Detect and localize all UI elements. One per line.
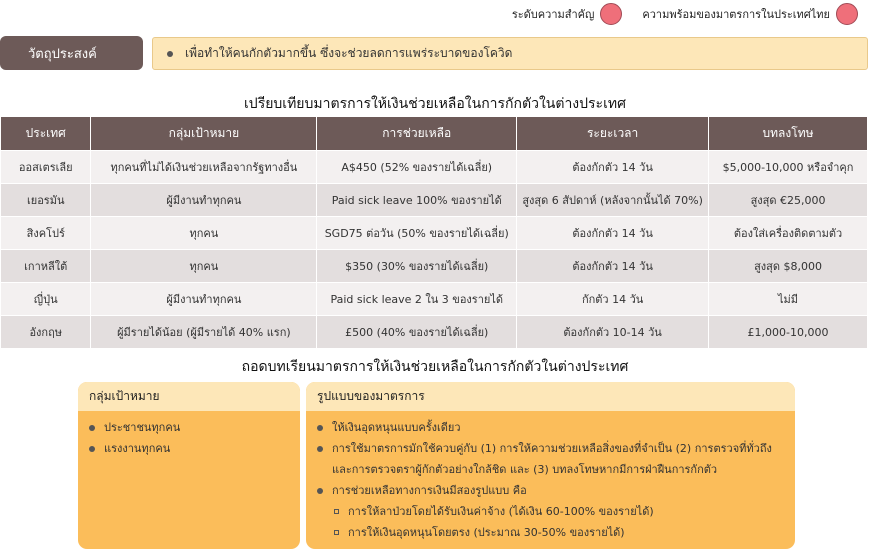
legend bbox=[512, 2, 858, 26]
penalty-cell: สูงสุด $8,000 bbox=[709, 250, 868, 283]
duration-cell: ต้องกักตัว 14 วัน bbox=[517, 217, 709, 250]
table-header-row bbox=[1, 117, 868, 151]
penalty-cell: สูงสุด €25,000 bbox=[709, 184, 868, 217]
target-cell: ผู้มีรายได้น้อย (ผู้มีรายได้ 40% แรก) bbox=[91, 316, 317, 349]
list-item-text: และการตรวจตราผู้กักตัวอย่างใกล้ชิด และ (3) บทลงโทษหากมีการฝ่าฝืนการกักตัว bbox=[332, 463, 718, 476]
assistance-cell: £500 (40% ของรายได้เฉลี่ย) bbox=[317, 316, 517, 349]
target-group-panel bbox=[78, 382, 300, 549]
country-cell: ญี่ปุ่น bbox=[1, 283, 91, 316]
assistance-cell: Paid sick leave 2 ใน 3 ของรายได้ bbox=[317, 283, 517, 316]
country-cell: ออสเตรเลีย bbox=[1, 151, 91, 184]
target-cell: ทุกคน bbox=[91, 250, 317, 283]
target-cell: ทุกคน bbox=[91, 217, 317, 250]
list-item-text: ให้เงินอุดหนุนแบบครั้งเดียว bbox=[332, 421, 461, 434]
list-item-text: การใช้มาตรการมักใช้ควบคู่กับ (1) การให้ความช่วยเหลือสิ่งของที่จำเป็น (2) การตรวจที่ทั่วถึง bbox=[332, 442, 772, 455]
country-cell: สิงคโปร์ bbox=[1, 217, 91, 250]
bullet-icon bbox=[89, 425, 95, 431]
duration-cell: ต้องกักตัว 14 วัน bbox=[517, 250, 709, 283]
measure-format-heading: รูปแบบของมาตรการ bbox=[306, 382, 795, 411]
target-cell: ผู้มีงานทำทุกคน bbox=[91, 184, 317, 217]
list-item-text: การให้ลาป่วยโดยได้รับเงินค่าจ้าง (ได้เงิน 60-100% ของรายได้) bbox=[348, 505, 654, 518]
sub-list-item bbox=[306, 501, 795, 522]
assistance-cell: A$450 (52% ของรายได้เฉลี่ย) bbox=[317, 151, 517, 184]
readiness-indicator-icon bbox=[836, 3, 858, 25]
penalty-cell: £1,000-10,000 bbox=[709, 316, 868, 349]
list-item-text: ประชาชนทุกคน bbox=[104, 421, 181, 434]
list-item-text: แรงงานทุกคน bbox=[104, 442, 171, 455]
list-item-text: การช่วยเหลือทางการเงินมีสองรูปแบบ คือ bbox=[332, 484, 527, 497]
table-row bbox=[1, 151, 868, 184]
comparison-table bbox=[1, 117, 868, 348]
importance-legend-label: ระดับความสำคัญ bbox=[511, 8, 595, 21]
objective-text: เพื่อทำให้คนกักตัวมากขึ้น ซึ่งจะช่วยลดการแพร่ระบาดของโควิด bbox=[185, 46, 513, 60]
table-row bbox=[1, 250, 868, 283]
measure-format-panel bbox=[306, 382, 795, 549]
header-duration: ระยะเวลา bbox=[517, 117, 709, 151]
country-cell: เยอรมัน bbox=[1, 184, 91, 217]
objective-tag: วัตถุประสงค์ bbox=[0, 36, 143, 70]
assistance-cell: SGD75 ต่อวัน (50% ของรายได้เฉลี่ย) bbox=[317, 217, 517, 250]
list-item bbox=[306, 438, 795, 459]
duration-cell: สูงสุด 6 สัปดาห์ (หลังจากนั้นได้ 70%) bbox=[517, 184, 709, 217]
header-penalty: บทลงโทษ bbox=[709, 117, 868, 151]
header-target-group: กลุ่มเป้าหมาย bbox=[91, 117, 317, 151]
bullet-icon bbox=[317, 488, 323, 494]
square-bullet-icon bbox=[334, 509, 339, 514]
country-cell: อังกฤษ bbox=[1, 316, 91, 349]
bullet-icon bbox=[89, 446, 95, 452]
bullet-icon bbox=[317, 425, 323, 431]
list-item bbox=[78, 438, 300, 459]
bullet-icon bbox=[167, 51, 173, 57]
target-group-heading: กลุ่มเป้าหมาย bbox=[78, 382, 300, 411]
list-item-continuation bbox=[306, 459, 795, 480]
list-item bbox=[306, 417, 795, 438]
list-item bbox=[78, 417, 300, 438]
table-row bbox=[1, 217, 868, 250]
target-cell: ผู้มีงานทำทุกคน bbox=[91, 283, 317, 316]
duration-cell: ต้องกักตัว 14 วัน bbox=[517, 151, 709, 184]
table-row bbox=[1, 283, 868, 316]
comparison-title: เปรียบเทียบมาตรการให้เงินช่วยเหลือในการกักตัวในต่างประเทศ bbox=[244, 96, 626, 112]
country-cell: เกาหลีใต้ bbox=[1, 250, 91, 283]
penalty-cell: ต้องใส่เครื่องติดตามตัว bbox=[709, 217, 868, 250]
header-assistance: การช่วยเหลือ bbox=[317, 117, 517, 151]
duration-cell: กักตัว 14 วัน bbox=[517, 283, 709, 316]
target-cell: ทุกคนที่ไม่ได้เงินช่วยเหลือจากรัฐทางอื่น bbox=[91, 151, 317, 184]
square-bullet-icon bbox=[334, 530, 339, 535]
list-item bbox=[306, 480, 795, 501]
readiness-legend-label: ความพร้อมของมาตรการในประเทศไทย bbox=[642, 8, 830, 21]
list-item-text: การให้เงินอุดหนุนโดยตรง (ประมาณ 30-50% ของรายได้) bbox=[348, 526, 625, 539]
assistance-cell: $350 (30% ของรายได้เฉลี่ย) bbox=[317, 250, 517, 283]
objective-box bbox=[152, 37, 868, 70]
bullet-icon bbox=[317, 446, 323, 452]
target-group-list bbox=[78, 417, 300, 459]
penalty-cell: ไม่มี bbox=[709, 283, 868, 316]
header-country: ประเทศ bbox=[1, 117, 91, 151]
table-row bbox=[1, 316, 868, 349]
importance-indicator-icon bbox=[600, 3, 622, 25]
assistance-cell: Paid sick leave 100% ของรายได้ bbox=[317, 184, 517, 217]
lessons-title: ถอดบทเรียนมาตรการให้เงินช่วยเหลือในการกักตัวในต่างประเทศ bbox=[241, 359, 629, 375]
measure-format-list bbox=[306, 417, 795, 543]
table-row bbox=[1, 184, 868, 217]
penalty-cell: $5,000-10,000 หรือจำคุก bbox=[709, 151, 868, 184]
sub-list-item bbox=[306, 522, 795, 543]
duration-cell: ต้องกักตัว 10-14 วัน bbox=[517, 316, 709, 349]
